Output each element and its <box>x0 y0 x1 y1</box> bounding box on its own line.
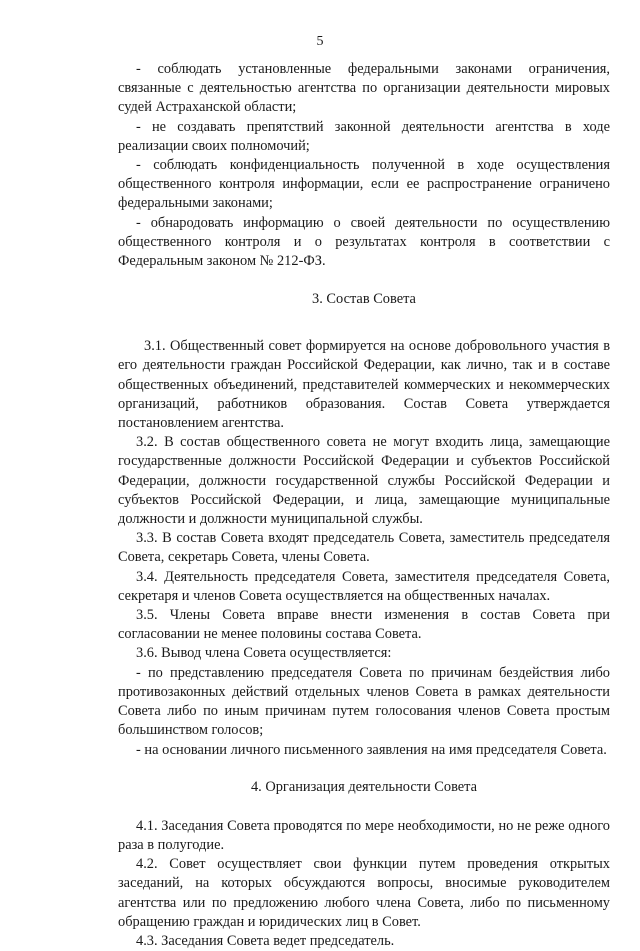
paragraph-3-1: 3.1. Общественный совет формируется на основе добровольного участия в его деятельности граждан Российской Федерации, как лично, так и в составе общественных объединений, представителей коммерческих и некоммерческих организаций, работников образования. Состав Совета утверждается постановлением агентства. <box>118 338 610 432</box>
paragraph-3-4: 3.4. Деятельность председателя Совета, заместителя председателя Совета, секретаря и членов Совета осуществляется на общественных началах. <box>118 568 610 604</box>
paragraph-4-2: 4.2. Совет осуществляет свои функции путем проведения открытых заседаний, на которых обсуждаются вопросы, вносимые руководителем агентства или по предложению любого члена Совета, либо по письменному обращению граждан и юридических лиц в Совет. <box>118 856 610 930</box>
section-3-heading-wrap <box>118 271 610 337</box>
paragraph-3-3: 3.3. В состав Совета входят председатель Совета, заместитель председателя Совета, секретарь Совета, члены Совета. <box>118 530 610 566</box>
paragraph-4-1: 4.1. Заседания Совета проводятся по мере необходимости, но не реже одного раза в полугодие. <box>118 817 610 853</box>
section-4-heading-wrap <box>118 760 610 817</box>
intro-item: - обнародовать информацию о своей деятельности по осуществлению общественного контроля и о результатах контроля в соответствии с Федеральным законом № 212-ФЗ. <box>118 214 610 270</box>
section-4-title: 4. Организация деятельности Совета <box>250 778 478 795</box>
paragraph-4-3: 4.3. Заседания Совета ведет председатель. <box>136 932 395 949</box>
intro-item: - соблюдать конфиденциальность полученной в ходе осуществления общественного контроля информации, если ее распространение ограничено федеральными законами; <box>118 157 610 212</box>
page-number: 5 <box>316 34 324 49</box>
paragraph-3-2: 3.2. В состав общественного совета не могут входить лица, замещающие государственные должности Российской Федерации и субъектов Российской Федерации, должности государственной службы Российской Федерации и субъектов Российской Федерации, и лица, замещающие муниципальные должности и должности муниципальной службы. <box>118 434 610 528</box>
paragraph-3-6: 3.6. Вывод члена Совета осуществляется: <box>136 645 392 662</box>
list-item: - по представлению председателя Совета по причинам бездействия либо противозаконных действий отдельных членов Совета в рамках деятельности Совета либо по иным причинам путем голосования членов Совета простым большинством голосов; <box>118 664 610 739</box>
intro-item: - соблюдать установленные федеральными законами ограничения, связанные с деятельностью агентства по организации деятельности мировых судей Астраханской области; <box>118 61 610 116</box>
section-3-title: 3. Состав Совета <box>312 291 416 308</box>
intro-item: - не создавать препятствий законной деятельности агентства в ходе реализации своих полномочий; <box>118 118 610 154</box>
document-body <box>118 60 610 951</box>
paragraph-3-5: 3.5. Члены Совета вправе внести изменения в состав Совета при согласовании не менее половины состава Совета. <box>118 607 610 643</box>
list-item: - на основании личного письменного заявления на имя председателя Совета. <box>136 741 607 758</box>
